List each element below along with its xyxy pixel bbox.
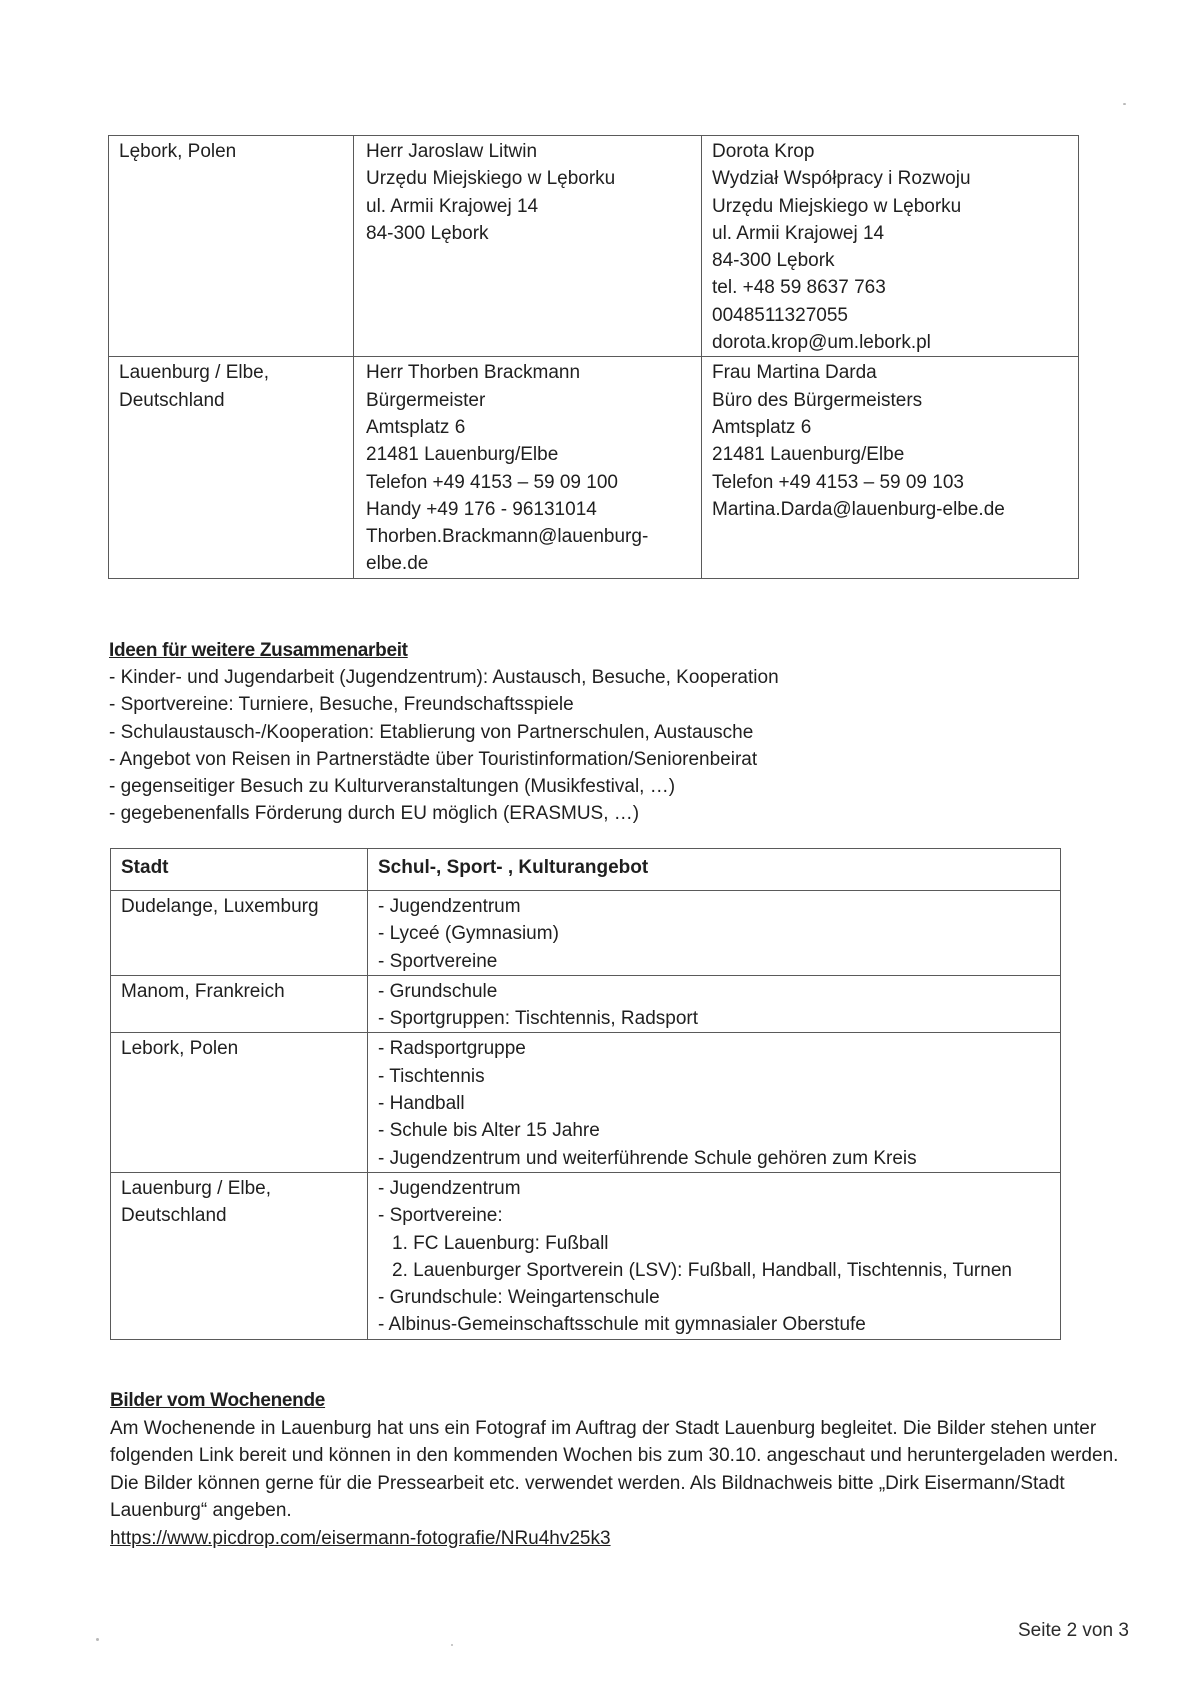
mayor-contact-cell: [354, 357, 702, 578]
offer-item: - Handball: [378, 1093, 465, 1115]
contact-office: Urzędu Miejskiego w Lęborku: [366, 168, 616, 190]
column-header-city: Stadt: [111, 849, 368, 891]
table-row: [111, 1033, 1061, 1172]
offer-item: - Radsportgruppe: [378, 1038, 526, 1060]
city-cell: [111, 891, 368, 976]
offers-cell: [368, 891, 1061, 976]
offer-subitem: 1. FC Lauenburg: Fußball: [392, 1232, 609, 1254]
table-header-row: [111, 849, 1061, 891]
photo-gallery-link[interactable]: https://www.picdrop.com/eisermann-fotografie/NRu4hv25k3: [110, 1527, 611, 1549]
offer-item: - Albinus-Gemeinschaftsschule mit gymnasialer Oberstufe: [378, 1314, 866, 1336]
section-heading: Ideen für weitere Zusammenarbeit: [109, 640, 408, 661]
contact-city: 84-300 Lębork: [712, 250, 835, 272]
contact-name: Dorota Krop: [712, 141, 815, 162]
contact-name: Herr Jaroslaw Litwin: [366, 141, 538, 162]
offer-item: - Sportgruppen: Tischtennis, Radsport: [378, 1008, 699, 1030]
city-name: Lauenburg / Elbe,: [119, 362, 270, 384]
list-item: - gegenseitiger Besuch zu Kulturveranstaltungen (Musikfestival, …): [109, 776, 676, 798]
contact-office: Büro des Bürgermeisters: [712, 389, 923, 411]
offer-item: - Lyceé (Gymnasium): [378, 923, 559, 945]
city-name: Lauenburg / Elbe,: [121, 1177, 272, 1199]
contact-department: Wydział Współpracy i Rozwoju: [712, 168, 971, 190]
contact-phone: Telefon +49 4153 – 59 09 100: [366, 471, 618, 493]
contact-email[interactable]: Thorben.Brackmann@lauenburg-: [366, 526, 649, 548]
office-contact-cell: [702, 136, 1079, 357]
scan-speck: [96, 1638, 99, 1641]
offers-cell: [368, 1033, 1061, 1172]
offers-cell: [368, 1172, 1061, 1339]
mayor-contact-cell: [354, 136, 702, 357]
list-item: - gegebenenfalls Förderung durch EU möglich (ERASMUS, …): [109, 803, 640, 825]
contact-email-continued[interactable]: elbe.de: [366, 553, 429, 575]
list-item: - Kinder- und Jugendarbeit (Jugendzentrum): Austausch, Besuche, Kooperation: [109, 667, 779, 689]
contact-street: ul. Armii Krajowej 14: [366, 195, 539, 217]
office-contact-cell: [702, 357, 1079, 578]
page-number: Seite 2 von 3: [1018, 1620, 1129, 1641]
list-item: - Sportvereine: Turniere, Besuche, Freundschaftsspiele: [109, 694, 574, 716]
section-heading: Bilder vom Wochenende: [110, 1390, 326, 1411]
list-item: - Schulaustausch-/Kooperation: Etablierung von Partnerschulen, Austausche: [109, 721, 754, 743]
contact-street: Amtsplatz 6: [712, 416, 812, 438]
country-name: Deutschland: [121, 1205, 227, 1227]
table-row: [109, 357, 1079, 578]
contact-city: 21481 Lauenburg/Elbe: [712, 444, 905, 466]
offer-subitem: 2. Lauenburger Sportverein (LSV): Fußball, Handball, Tischtennis, Turnen: [392, 1259, 1012, 1281]
city-cell: [111, 975, 368, 1033]
offer-item: - Jugendzentrum und weiterführende Schule gehören zum Kreis: [378, 1147, 917, 1169]
offer-item: - Sportvereine: [378, 950, 498, 972]
contact-mobile: Handy +49 176 - 96131014: [366, 498, 597, 520]
contact-phone: tel. +48 59 8637 763: [712, 277, 886, 299]
offer-item: - Grundschule: [378, 980, 498, 1002]
offers-cell: [368, 975, 1061, 1033]
contact-office: Urzędu Miejskiego w Lęborku: [712, 195, 962, 217]
table-row: [111, 975, 1061, 1033]
contact-street: Amtsplatz 6: [366, 416, 466, 438]
city-cell: [111, 1033, 368, 1172]
city-name: Lębork, Polen: [119, 141, 237, 162]
contact-name: Frau Martina Darda: [712, 362, 877, 384]
contacts-table: [108, 135, 1079, 579]
contact-email[interactable]: dorota.krop@um.lebork.pl: [712, 332, 931, 354]
offer-item: - Tischtennis: [378, 1065, 485, 1087]
list-item: - Angebot von Reisen in Partnerstädte über Touristinformation/Seniorenbeirat: [109, 748, 758, 770]
scan-speck: [451, 1644, 453, 1646]
offer-item: - Schule bis Alter 15 Jahre: [378, 1120, 600, 1142]
pictures-paragraph: Am Wochenende in Lauenburg hat uns ein Fotograf im Auftrag der Stadt Lauenburg begleitet. Die Bilder stehen unter folgenden Link bereit und können in den kommenden Wochen bis zum 30.10. angeschaut und heruntergeladen werden. Die Bilder können gerne für die Pressearbeit etc. verwendet werden. Als Bildnachweis bitte „Dirk Eisermann/Stadt Lauenburg“ angeben.: [110, 1417, 1119, 1521]
offer-item: - Jugendzentrum: [378, 896, 521, 917]
contact-name: Herr Thorben Brackmann: [366, 362, 581, 384]
table-row: [111, 1172, 1061, 1339]
table-row: [109, 136, 1079, 357]
contact-mobile: 0048511327055: [712, 304, 848, 326]
offer-item: - Grundschule: Weingartenschule: [378, 1287, 660, 1309]
contact-city: 84-300 Lębork: [366, 222, 489, 244]
scan-speck: [1123, 103, 1126, 105]
contact-phone: Telefon +49 4153 – 59 09 103: [712, 471, 964, 493]
contact-email[interactable]: Martina.Darda@lauenburg-elbe.de: [712, 498, 1005, 520]
contact-street: ul. Armii Krajowej 14: [712, 222, 885, 244]
ideas-section: [109, 637, 779, 827]
city-cell: [109, 357, 354, 578]
pictures-section: [110, 1387, 1140, 1552]
offer-item: - Sportvereine:: [378, 1205, 503, 1227]
country-name: Deutschland: [119, 389, 225, 411]
offers-table: [110, 848, 1061, 1340]
city-cell: [111, 1172, 368, 1339]
table-row: [111, 891, 1061, 976]
city-name: Manom, Frankreich: [121, 980, 285, 1002]
contact-role: Bürgermeister: [366, 389, 486, 411]
column-header-offers: Schul-, Sport- , Kulturangebot: [368, 849, 1061, 891]
offer-item: - Jugendzentrum: [378, 1177, 521, 1199]
city-cell: [109, 136, 354, 357]
city-name: Dudelange, Luxemburg: [121, 896, 319, 917]
contact-city: 21481 Lauenburg/Elbe: [366, 444, 559, 466]
city-name: Lebork, Polen: [121, 1038, 239, 1060]
